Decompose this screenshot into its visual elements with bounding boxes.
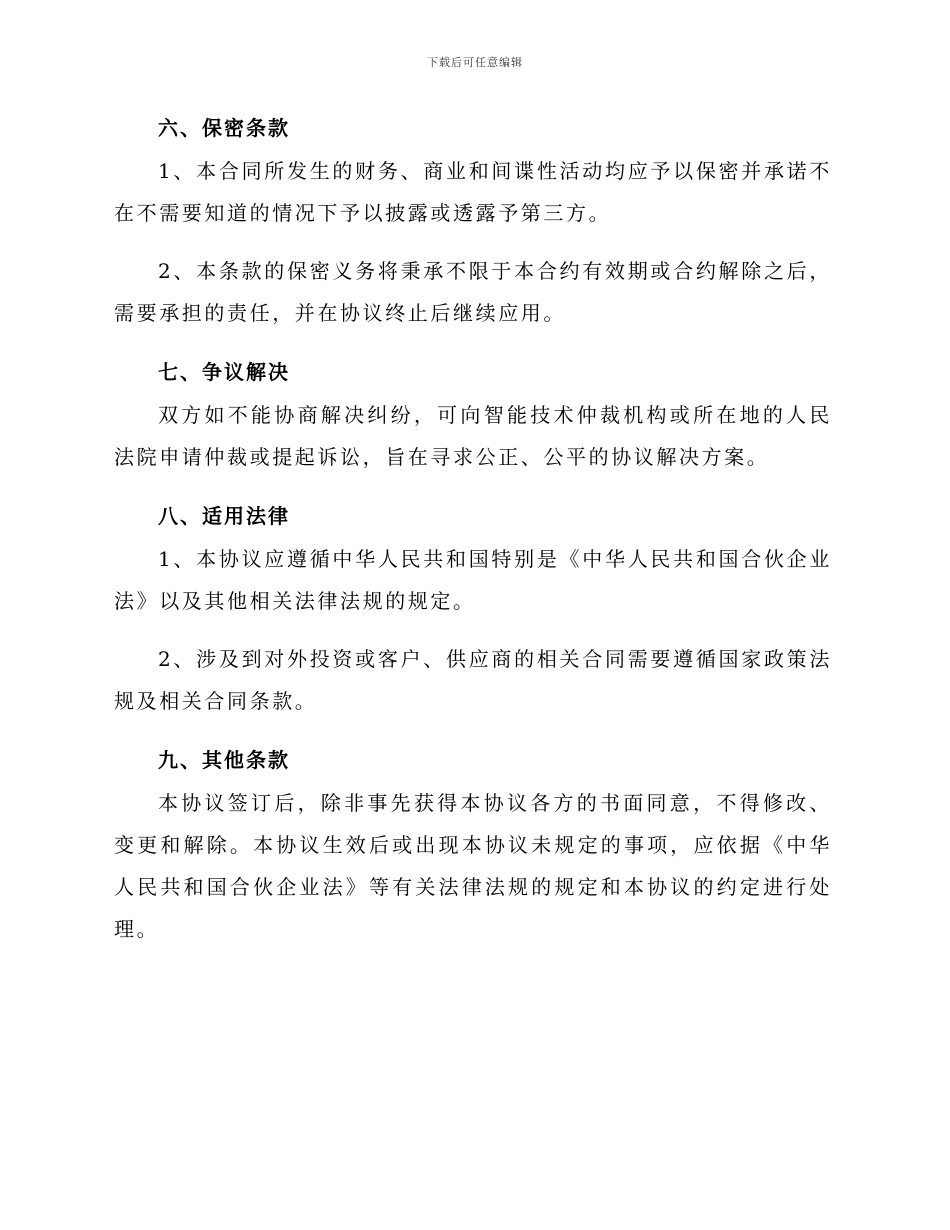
section-heading: 八、适用法律 [158, 504, 290, 528]
page-header: 下载后可任意编辑 [427, 56, 523, 69]
document-body [114, 106, 832, 950]
paragraph: 1、本合同所发生的财务、商业和间谍性活动均应予以保密并承诺不在不需要知道的情况下予以披露或透露予第三方。 [114, 159, 832, 225]
section-heading: 九、其他条款 [158, 748, 290, 772]
section-heading: 六、保密条款 [158, 116, 290, 140]
paragraph: 双方如不能协商解决纠纷，可向智能技术仲裁机构或所在地的人民法院申请仲裁或提起诉讼，旨在寻求公正、公平的协议解决方案。 [114, 403, 832, 469]
paragraph: 本协议签订后，除非事先获得本协议各方的书面同意，不得修改、变更和解除。本协议生效后或出现本协议未规定的事项，应依据《中华人民共和国合伙企业法》等有关法律法规的规定和本协议的约定进行处理。 [114, 791, 832, 941]
section-applicable-law [114, 494, 832, 722]
section-confidentiality [114, 106, 832, 334]
paragraph: 2、本条款的保密义务将秉承不限于本合约有效期或合约解除之后，需要承担的责任，并在协议终止后继续应用。 [114, 259, 832, 325]
section-dispute-resolution [114, 350, 832, 478]
section-heading: 七、争议解决 [158, 360, 290, 384]
paragraph: 1、本协议应遵循中华人民共和国特别是《中华人民共和国合伙企业法》以及其他相关法律法规的规定。 [114, 547, 832, 613]
section-other-terms [114, 738, 832, 950]
paragraph: 2、涉及到对外投资或客户、供应商的相关合同需要遵循国家政策法规及相关合同条款。 [114, 647, 832, 713]
